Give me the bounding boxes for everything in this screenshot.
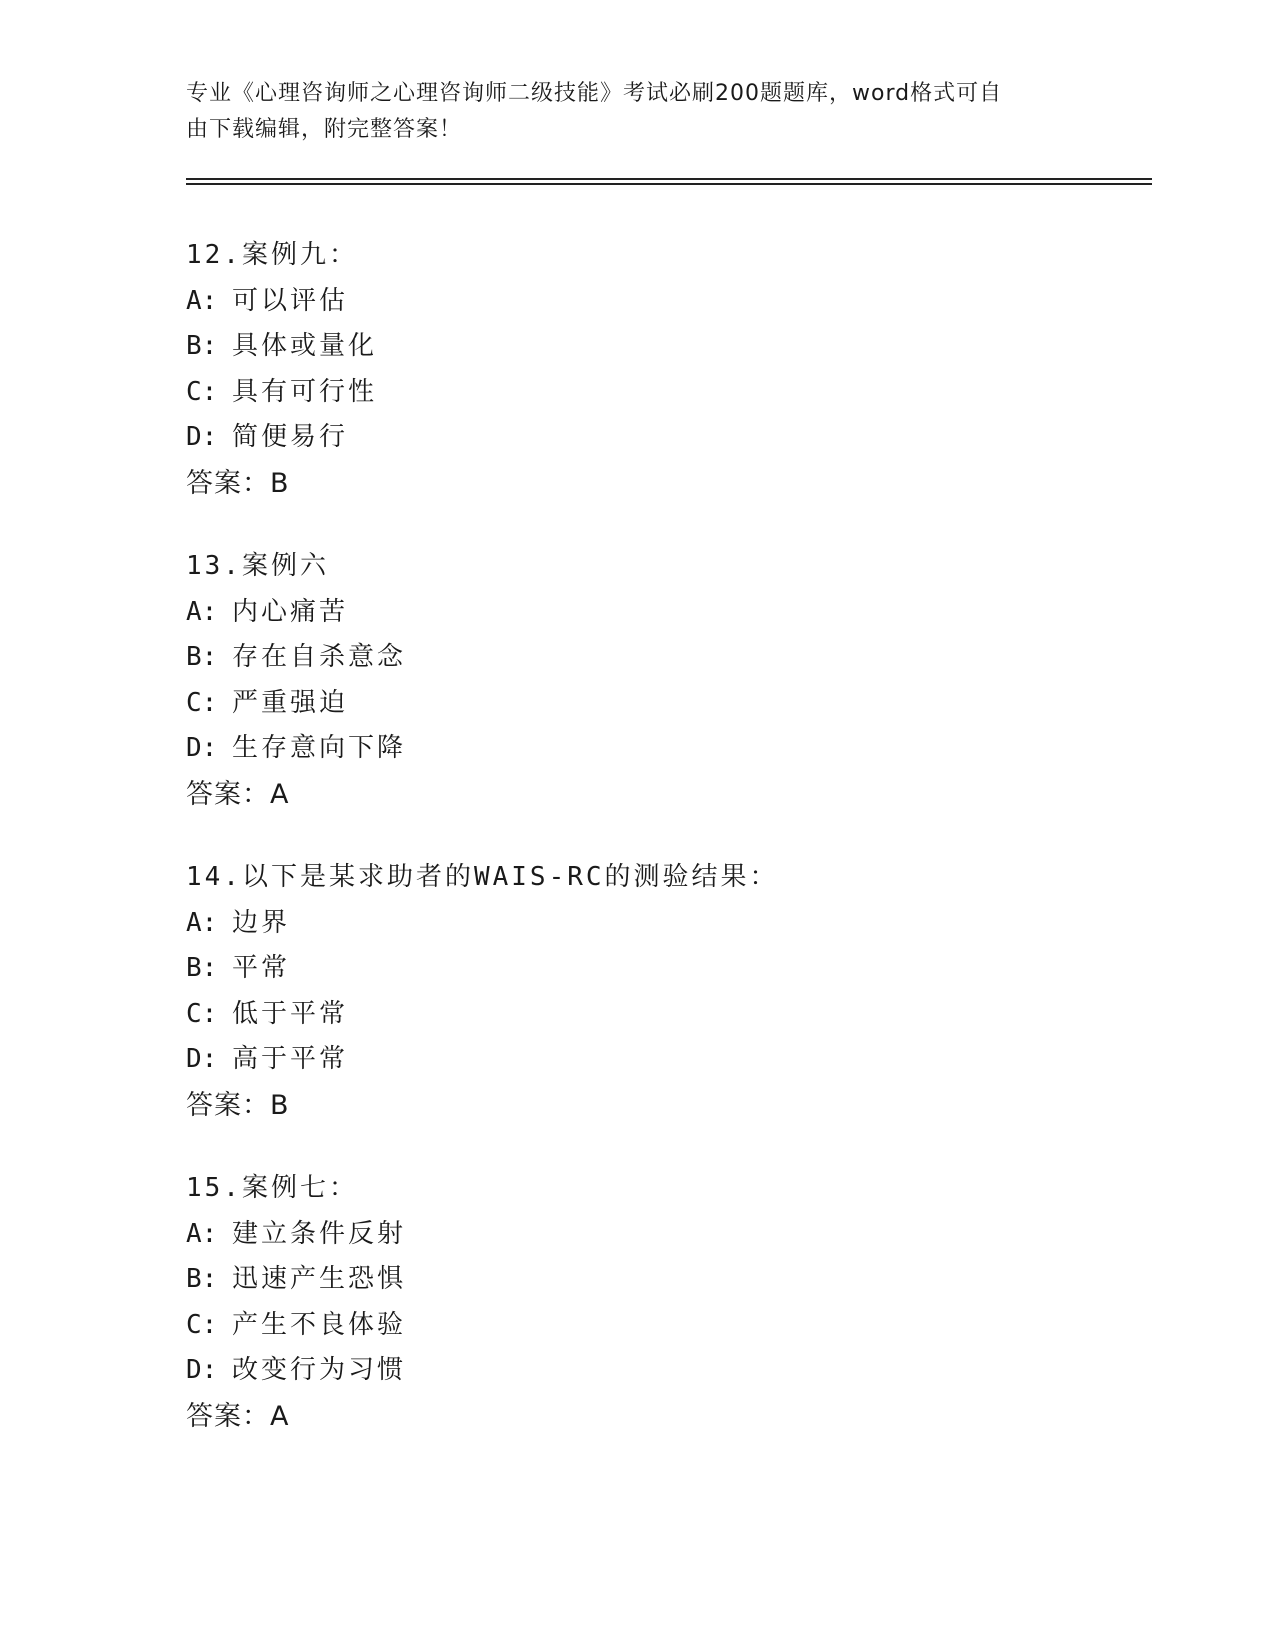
question-15: [186, 1166, 1152, 1439]
option-text: 边界: [232, 907, 291, 938]
header-divider-bottom: [186, 183, 1152, 185]
option-text: 产生不良体验: [232, 1309, 407, 1340]
question-stem: 14.以下是某求助者的WAIS-RC的测验结果：: [186, 862, 779, 892]
header-intro-line-2: 由下载编辑，附完整答案！: [186, 117, 463, 142]
question-13: [186, 544, 1152, 817]
option-text: 改变行为习惯: [232, 1355, 407, 1385]
option-text: 存在自杀意念: [232, 642, 407, 672]
option-key: C:: [186, 376, 218, 407]
option-key: B:: [186, 331, 218, 361]
option-text: 具有可行性: [232, 376, 378, 407]
option-text: 严重强迫: [232, 687, 349, 718]
header-intro-line-1: 专业《心理咨询师之心理咨询师二级技能》考试必刷200题题库，word格式可自: [186, 81, 1003, 106]
option-c: [186, 992, 1152, 1038]
option-c: [186, 681, 1152, 727]
question-stem: 13.案例六: [186, 551, 329, 581]
option-b: [186, 946, 1152, 992]
option-d: [186, 415, 1152, 461]
option-text: 迅速产生恐惧: [232, 1264, 407, 1294]
option-d: [186, 1037, 1152, 1083]
option-a: [186, 279, 1152, 325]
question-stem: 15.案例七：: [186, 1173, 358, 1203]
option-text: 生存意向下降: [232, 733, 407, 763]
option-text: 低于平常: [232, 998, 349, 1029]
option-key: D:: [186, 733, 218, 763]
option-key: B:: [186, 953, 218, 983]
option-key: B:: [186, 1264, 218, 1294]
option-text: 建立条件反射: [232, 1218, 407, 1249]
option-b: [186, 324, 1152, 370]
question-12: [186, 233, 1152, 506]
option-a: [186, 1212, 1152, 1258]
option-key: A:: [186, 1218, 218, 1249]
option-key: B:: [186, 642, 218, 672]
option-text: 平常: [232, 953, 291, 983]
option-b: [186, 635, 1152, 681]
option-b: [186, 1257, 1152, 1303]
question-14: [186, 855, 1152, 1128]
option-key: C:: [186, 1309, 218, 1340]
option-key: A:: [186, 285, 218, 316]
answer-line: 答案：A: [186, 778, 290, 810]
answer-line: 答案：B: [186, 1089, 290, 1121]
question-stem: 12.案例九：: [186, 240, 358, 270]
header-divider-top: [186, 178, 1152, 180]
option-a: [186, 590, 1152, 636]
option-text: 高于平常: [232, 1044, 349, 1074]
question-list: [186, 233, 1152, 1477]
option-d: [186, 726, 1152, 772]
option-d: [186, 1348, 1152, 1394]
option-key: D:: [186, 422, 218, 452]
option-key: D:: [186, 1044, 218, 1074]
option-key: A:: [186, 596, 218, 627]
option-text: 内心痛苦: [232, 596, 349, 627]
option-c: [186, 1303, 1152, 1349]
option-key: D:: [186, 1355, 218, 1385]
option-key: C:: [186, 687, 218, 718]
option-text: 可以评估: [232, 285, 349, 316]
document-header: [186, 76, 1066, 148]
answer-line: 答案：A: [186, 1400, 290, 1432]
option-c: [186, 370, 1152, 416]
option-text: 简便易行: [232, 422, 349, 452]
answer-line: 答案：B: [186, 467, 290, 499]
option-key: A:: [186, 907, 218, 938]
option-text: 具体或量化: [232, 331, 378, 361]
option-a: [186, 901, 1152, 947]
option-key: C:: [186, 998, 218, 1029]
